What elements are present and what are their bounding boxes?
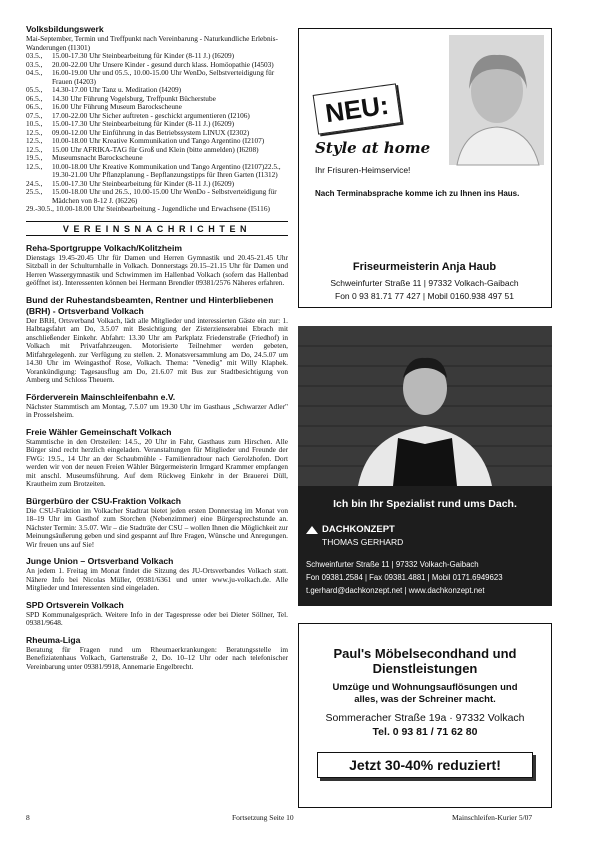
vhs-item-text: 09.00-12.00 Uhr Einführung in das Betriebssystem LINUX (I2302) (52, 127, 250, 137)
club-body: Dienstags 19.45-20.45 Uhr für Damen und Herren Gymnastik und 20.45-21.45 Uhr Sitzball in der Schulturnhalle in Volkach. Donnerstags 20.15–21.15 Uhr für Damen und Herren Wassergymnastik und Schwimmen im Hallenbad Volkach (sofern das Hallenbad geöffnet ist). Interessenten können bei Hermann Brendler 09381/2576 Näheres erfahren. (26, 252, 288, 287)
house-call-note: Nach Terminabsprache komme ich zu Ihnen ins Haus. (315, 189, 520, 198)
club-heading: Rheuma-Liga (26, 634, 81, 645)
vhs-item-text: 16.00 Uhr Führung Museum Barockscheune (52, 102, 182, 111)
hairdresser-address: Schweinfurter Straße 11 | 97332 Volkach-Gaibach (330, 278, 519, 288)
vhs-item-text: 10.00-18.00 Uhr Kreative Kommunikation und Tango Argentino (I2107)22.5., 19.30-21.00 Uhr Pflanzplanung - Bepflanzungstipps für Ihren Garten (I1312) (52, 161, 281, 179)
club-section (26, 635, 288, 672)
brand-name: DACHKONZEPT (322, 524, 395, 535)
vhs-intro: Mai-September, Termin und Treffpunkt nach Vereinbarung - Naturkundliche Erlebnis-Wanderungen (I1301) (26, 34, 278, 52)
vhs-item-text: 17.00-22.00 Uhr Sicher auftreten - geschickt argumentieren (I2106) (52, 110, 250, 120)
club-section (26, 556, 288, 593)
vhs-item-text: 16.00-19.00 Uhr und 05.5., 10.00-15.00 Uhr WenDo, Selbstverteidigung für Frauen (I4203) (52, 68, 275, 86)
club-heading: Freie Wähler Gemeinschaft Volkach (26, 426, 172, 437)
neu-badge: NEU: (313, 83, 402, 134)
vhs-item-text: 15.00-17.30 Uhr Steinbearbeitung für Kinder (8-11 J.) (I6209) (52, 51, 235, 60)
vereins-heading: VEREINSNACHRICHTEN (26, 221, 288, 236)
vhs-item-text: Museumsnacht Barockscheune (52, 153, 143, 162)
vhs-item-text: 10.00-18.00 Uhr Kreative Kommunikation und Tango Argentino (I2107) (52, 136, 265, 145)
vhs-item-date: 24.5., (26, 178, 43, 188)
hairdresser-phone: Fon 0 93 81.71 77 427 | Mobil 0160.938 497 51 (335, 291, 514, 301)
club-section (26, 427, 288, 489)
vhs-item-date: 05.5., (26, 85, 43, 94)
furniture-subtitle: Umzüge und Wohnungsauflösungen und alles, was der Schreiner macht. (332, 682, 518, 705)
ad-hairdresser (298, 28, 552, 308)
vhs-item-date: 03.5., (26, 51, 43, 60)
vhs-item-text: 14.30 Uhr Führung Vogelsburg, Treffpunkt Bücherstube (52, 93, 216, 103)
club-body: An jedem 1. Freitag im Monat findet die Sitzung des JU-Ortsverbandes Volkach statt. Nähere Info bei Nicolas Müller, 09381/6361 und unter www.ju-volkach.de. Alle Mitglieder und Interessenten sind eingeladen. (26, 566, 288, 592)
continuation-note: Fortsetzung Seite 10 (232, 813, 294, 822)
club-heading: Bund der Ruhestandsbeamten, Rentner und Hinterbliebenen (BRH) - Ortsverband Volkach (26, 294, 274, 316)
vhs-item-text: 15.00-17.30 Uhr Steinbearbeitung für Kinder (8-11 J.) (I6209) (52, 119, 235, 128)
roofer-web: t.gerhard@dachkonzept.net | www.dachkonzept.net (306, 586, 485, 595)
vhs-item (26, 205, 288, 214)
vhs-item (26, 188, 288, 205)
club-section (26, 243, 288, 288)
furniture-address: Sommeracher Straße 19a · 97332 Volkach (325, 712, 525, 724)
page-number: 8 (26, 813, 30, 822)
vhs-item-text: 10.00-18.00 Uhr Steinbearbeitung - Jugendliche und Erwachsene (I5116) (55, 204, 270, 213)
club-heading: Reha-Sportgruppe Volkach/Kolitzheim (26, 242, 182, 253)
club-body: Stammtische in den Ortsteilen: 14.5., 20 Uhr in Fahr, Gasthaus zum Hirschen. Alle Bürger sind recht herzlich eingeladen. Veranstaltungen für Mitglieder und Freunde der FWG: 19.5., 14 Uhr an der Schaubmühle - Familienradtour nach Gerolzhofen. Dort werden wir von der neuen Freien Wähler Bürgermeisterin Irmgard Krammer empfangen mit anschl. Museumsführung. Auf dem Rückweg Einkehr in der Brauerei Düll, Krautheim zum Brotzeiten. (26, 436, 288, 488)
vhs-item (26, 163, 288, 180)
club-body: Der BRH, Ortsverband Volkach, lädt alle Mitglieder und interessierten Gäste ein zur: 1. Halbtagsfahrt am Do, 3.5.07 mit Besichtigung der Zisterzienserabtei Ebrach mit anschließender Einkehr. Abfahrt: 13.30 Uhr am Parkplatz Friedenstraße (Friedhof) in Volkach mit Privatfahrzeugen. Motorisierte Teilnehmer werden gebeten, Mitfahrgelegenh. zur Verfügung zu stellen. 2. Monatsversammlung am Do, 24.5.07 um 14.30 Uhr im Weingasthof Rose, Volkach. Thema: "Venedig" mit Willy Klaphek. Vorankündigung: Tagesausflug am Do, 21.6.07 mit Bus zur Stadtbesichtigung von Amberg und Schloss Theuern. (26, 315, 288, 384)
vhs-item-date: 12.5., (26, 144, 43, 154)
vhs-heading: Volksbildungswerk (26, 24, 104, 34)
vhs-item-date: 03.5., (26, 59, 43, 69)
furniture-title: Paul's Möbelsecondhand und Dienstleistungen (333, 646, 517, 676)
roofer-phone: Fon 09381.2584 | Fax 09381.4881 | Mobil 0171.6949623 (306, 573, 503, 582)
club-section (26, 600, 288, 628)
roofer-photo (298, 326, 552, 486)
club-body: SPD Kommunalgespräch. Weitere Info in der Tagespresse oder bei Dieter Söllner, Tel. 09381/9648. (26, 609, 288, 627)
vhs-item-date: 19.5., (26, 153, 43, 162)
vhs-item-date: 25.5., (26, 187, 43, 196)
vhs-item-date: 12.5., (26, 127, 43, 137)
left-column (26, 24, 288, 678)
club-section (26, 496, 288, 550)
vhs-item-date: 29.-30.5., (26, 204, 54, 213)
ad-roofer (298, 326, 552, 606)
vhs-item-date: 04.5., (26, 68, 43, 77)
vhs-item-date: 12.5., (26, 161, 43, 171)
person-name: THOMAS GERHARD (322, 537, 404, 547)
club-body: Beratung für Fragen rund um Rheumaerkrankungen: Beratungsstelle im Benefiziatenhaus Volkach, Gartenstraße 2, Do. 10–12 Uhr oder nach telefonischer Vereinbarung unter 09381/9918, Annemarie Engelbrecht. (26, 644, 288, 671)
club-body: Die CSU-Fraktion im Volkacher Stadtrat bietet jeden ersten Donnerstag im Monat von 18–19 Uhr im Gasthof zum Storchen (Nebenzimmer) eine Bürgersprechstunde an. Nächster Termin: 3.5.07. Wir – die Stadträte der CSU – wollen Ihnen die Möglichkeit zur Meinungsäußerung geben und sind gespannt auf Ihre Fragen, Wünsche und Anregungen. Wir freuen uns auf Sie! (26, 505, 288, 549)
vhs-item-date: 06.5., (26, 102, 43, 111)
furniture-tel: Tel. 0 93 81 / 71 62 80 (372, 726, 478, 738)
issue-label: Mainschleifen-Kurier 5/07 (452, 813, 533, 822)
vhs-list (26, 52, 288, 214)
vhs-item-text: 14.30-17.00 Uhr Tanz u. Meditation (I4209) (52, 85, 182, 94)
club-section (26, 392, 288, 420)
vhs-section (26, 24, 288, 214)
vhs-item-date: 10.5., (26, 119, 43, 128)
vhs-item-text: 15.00-18.00 Uhr und 26.5., 10.00-15.00 Uhr WenDo - Selbstverteidigung für Mädchen von 8-12 J. (I6226) (52, 187, 277, 205)
roofer-address: Schweinfurter Straße 11 | 97332 Volkach-Gaibach (306, 560, 479, 569)
vhs-item-text: 20.00-22.00 Uhr Unsere Kinder - gesund durch klass. Homöopathie (I4503) (52, 59, 274, 69)
club-heading: Bürgerbüro der CSU-Fraktion Volkach (26, 495, 182, 506)
club-heading: Förderverein Mainschleifenbahn e.V. (26, 391, 176, 402)
club-heading: SPD Ortsverein Volkach (26, 599, 124, 610)
club-section (26, 295, 288, 385)
promo-box: Jetzt 30-40% reduziert! (317, 752, 533, 778)
dachkonzept-logo-icon (306, 526, 318, 534)
vhs-item-text: 15.00-17.30 Uhr Steinbearbeitung für Kinder (8-11 J.) (I6209) (52, 178, 235, 188)
vhs-item-date: 12.5., (26, 136, 43, 145)
vhs-item-date: 06.5., (26, 93, 43, 103)
club-heading: Junge Union – Ortsverband Volkach (26, 556, 174, 566)
vhs-item-date: 07.5., (26, 110, 43, 120)
vhs-item-text: 15.00 Uhr AFRIKA-TAG für Groß und Klein (bitte anmelden) (I6208) (52, 144, 259, 154)
vhs-item (26, 69, 288, 86)
hairdresser-name: Friseurmeisterin Anja Haub (352, 261, 497, 273)
style-at-home-logo: Style at home (315, 139, 431, 157)
club-body: Nächster Stammtisch am Montag, 7.5.07 um 19.30 Uhr im Gasthaus „Schwarzer Adler" in Prosselsheim. (26, 401, 288, 419)
tagline: Ihr Frisuren-Heimservice! (315, 165, 411, 175)
club-news (26, 243, 288, 672)
ad-furniture (298, 623, 552, 808)
roofer-headline: Ich bin Ihr Spezialist rund ums Dach. (333, 498, 517, 510)
brand-row (306, 524, 395, 535)
